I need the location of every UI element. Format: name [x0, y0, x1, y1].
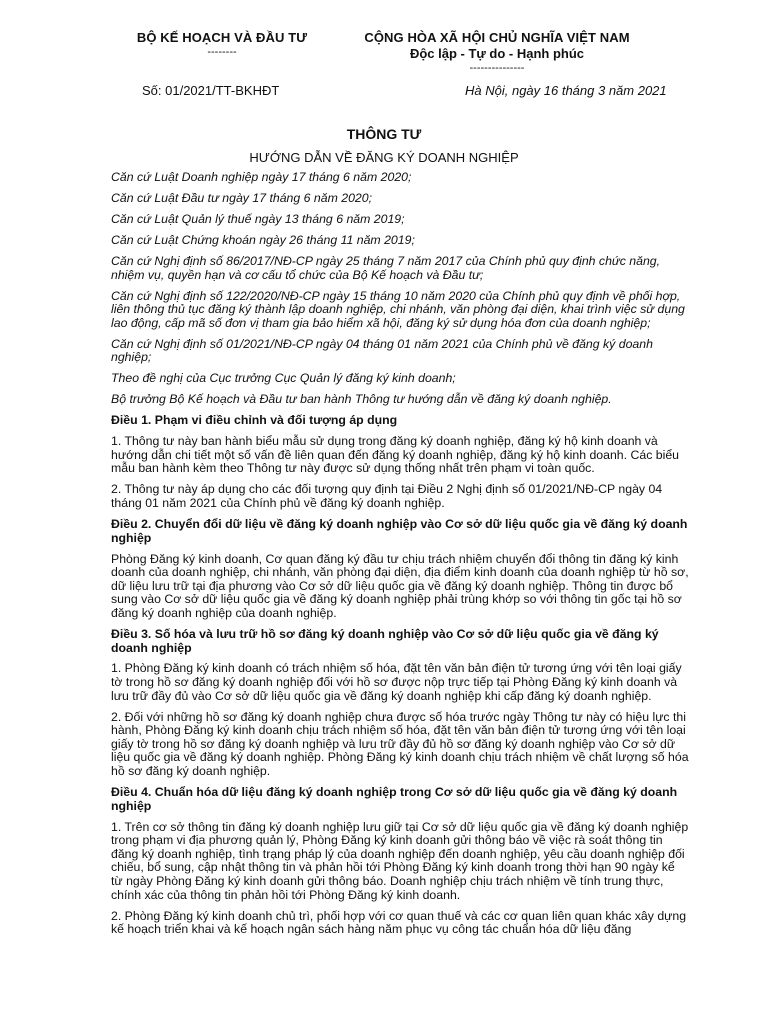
preamble-line: Theo đề nghị của Cục trưởng Cục Quản lý đăng ký kinh doanh;	[111, 371, 456, 386]
motto-divider: ---------------	[469, 62, 525, 74]
republic-name: CỘNG HÒA XÃ HỘI CHỦ NGHĨA VIỆT NAM	[364, 30, 630, 45]
preamble-line: Căn cứ Luật Đầu tư ngày 17 tháng 6 năm 2020;	[111, 190, 373, 205]
preamble-line: Căn cứ Nghị định số 122/2020/NĐ-CP ngày 15 tháng 10 năm 2020 của Chính phủ quy định về phối hợp, liên thông thủ tục đăng ký thành lập doanh nghiệp, chi nhánh, văn phòng đại diện, khai trình việc sử dụng lao động, cấp mã số đơn vị tham gia bảo hiểm xã hội, đăng ký sử dụng hóa đơn của doanh nghiệp;	[111, 288, 685, 330]
preamble-line: Căn cứ Luật Doanh nghiệp ngày 17 tháng 6 năm 2020;	[111, 170, 412, 184]
article-paragraph: 1. Thông tư này ban hành biểu mẫu sử dụng trong đăng ký doanh nghiệp, đăng ký hộ kinh doanh và hướng dẫn chi tiết một số vấn đề liên quan đến đăng ký doanh nghiệp, đăng ký hộ kinh doanh. Các biểu mẫu ban hành kèm theo Thông tư này được sử dụng thống nhất trên phạm vi toàn quốc.	[111, 434, 680, 476]
document-subtitle: HƯỚNG DẪN VỀ ĐĂNG KÝ DOANH NGHIỆP	[249, 150, 519, 165]
article-heading: Điều 3. Số hóa và lưu trữ hồ sơ đăng ký doanh nghiệp vào Cơ sở dữ liệu quốc gia về đăng ký doanh nghiệp	[111, 626, 659, 655]
preamble-line: Bộ trưởng Bộ Kế hoạch và Đầu tư ban hành Thông tư hướng dẫn về đăng ký doanh nghiệp.	[111, 392, 612, 407]
document-title: THÔNG TƯ	[346, 126, 422, 142]
article-paragraph: Phòng Đăng ký kinh doanh, Cơ quan đăng ký đầu tư chịu trách nhiệm chuyển đổi thông tin đăng ký kinh doanh của doanh nghiệp, chi nhánh, văn phòng đại diện, địa điểm kinh doanh của doanh nghiệp từ hồ sơ, dữ liệu lưu trữ tại địa phương vào Cơ sở dữ liệu quốc gia về đăng ký doanh nghiệp. Thông tin được bổ sung vào Cơ sở dữ liệu quốc gia về đăng ký doanh nghiệp phải trùng khớp so với thông tin gốc tại hồ sơ đăng ký doanh nghiệp của doanh nghiệp.	[111, 551, 689, 620]
preamble-line: Căn cứ Nghị định số 86/2017/NĐ-CP ngày 25 tháng 7 năm 2017 của Chính phủ quy định chức năng, nhiệm vụ, quyền hạn và cơ cấu tổ chức của Bộ Kế hoạch và Đầu tư;	[111, 253, 661, 282]
ministry-header	[102, 30, 342, 58]
document-number: Số: 01/2021/TT-BKHĐT	[142, 83, 280, 98]
article-heading: Điều 4. Chuẩn hóa dữ liệu đăng ký doanh nghiệp trong Cơ sở dữ liệu quốc gia về đăng ký doanh nghiệp	[111, 785, 678, 813]
article-paragraph: 2. Thông tư này áp dụng cho các đối tượng quy định tại Điều 2 Nghị định số 01/2021/NĐ-CP ngày 04 tháng 01 năm 2021 của Chính phủ về đăng ký doanh nghiệp.	[111, 482, 663, 510]
article-paragraph: 1. Phòng Đăng ký kinh doanh có trách nhiệm số hóa, đặt tên văn bản điện tử tương ứng với tên loại giấy tờ trong hồ sơ đăng ký doanh nghiệp đối với hồ sơ được nộp trực tiếp tại Phòng Đăng ký kinh doanh và lưu trữ đầy đủ vào Cơ sở dữ liệu quốc gia về đăng ký doanh nghiệp khi cấp đăng ký doanh nghiệp.	[111, 661, 682, 703]
place-date: Hà Nội, ngày 16 tháng 3 năm 2021	[465, 83, 667, 98]
national-motto: Độc lập - Tự do - Hạnh phúc	[409, 46, 585, 61]
ministry-name: BỘ KẾ HOẠCH VÀ ĐẦU TƯ	[136, 30, 308, 45]
ministry-divider: --------	[207, 46, 237, 58]
preamble-line: Căn cứ Luật Chứng khoán ngày 26 tháng 11 năm 2019;	[111, 232, 415, 247]
document-body	[111, 171, 689, 944]
article-heading: Điều 1. Phạm vi điều chỉnh và đối tượng áp dụng	[111, 413, 398, 428]
article-paragraph: 2. Phòng Đăng ký kinh doanh chủ trì, phối hợp với cơ quan thuế và các cơ quan liên quan khác xây dựng kế hoạch triển khai và kế hoạch ngân sách hàng năm phục vụ công tác chuẩn hóa dữ liệu đăng	[111, 908, 687, 937]
article-paragraph: 1. Trên cơ sở thông tin đăng ký doanh nghiệp lưu giữ tại Cơ sở dữ liệu quốc gia về đăng ký doanh nghiệp trong phạm vi địa phương quản lý, Phòng Đăng ký kinh doanh gửi thông báo về việc rà soát thông tin đăng ký doanh nghiệp, tình trạng pháp lý của doanh nghiệp đến doanh nghiệp, yêu cầu doanh nghiệp đối chiếu, bổ sung, cập nhật thông tin và phản hồi tới Phòng Đăng ký kinh doanh trong thời hạn 90 ngày kể từ ngày Phòng Đăng ký kinh doanh gửi thông báo. Doanh nghiệp chịu trách nhiệm về tính trung thực, chính xác của thông tin phản hồi tới Phòng Đăng ký kinh doanh.	[111, 819, 689, 902]
republic-header	[352, 30, 642, 74]
article-paragraph: 2. Đối với những hồ sơ đăng ký doanh nghiệp chưa được số hóa trước ngày Thông tư này có hiệu lực thi hành, Phòng Đăng ký kinh doanh chịu trách nhiệm số hóa, đặt tên văn bản điện tử tương ứng với tên loại giấy tờ trong hồ sơ đăng ký doanh nghiệp và lưu trữ đầy đủ hồ sơ đăng ký doanh nghiệp vào Cơ sở dữ liệu quốc gia về đăng ký doanh nghiệp. Phòng Đăng ký kinh doanh chịu trách nhiệm về chất lượng số hóa hồ sơ đăng ký doanh nghiệp.	[111, 709, 689, 779]
preamble-line: Căn cứ Nghị định số 01/2021/NĐ-CP ngày 04 tháng 01 năm 2021 của Chính phủ về đăng ký doanh nghiệp;	[111, 336, 653, 365]
article-heading: Điều 2. Chuyển đổi dữ liệu về đăng ký doanh nghiệp vào Cơ sở dữ liệu quốc gia về đăng ký doanh nghiệp	[111, 516, 688, 545]
preamble-line: Căn cứ Luật Quản lý thuế ngày 13 tháng 6 năm 2019;	[111, 211, 405, 226]
